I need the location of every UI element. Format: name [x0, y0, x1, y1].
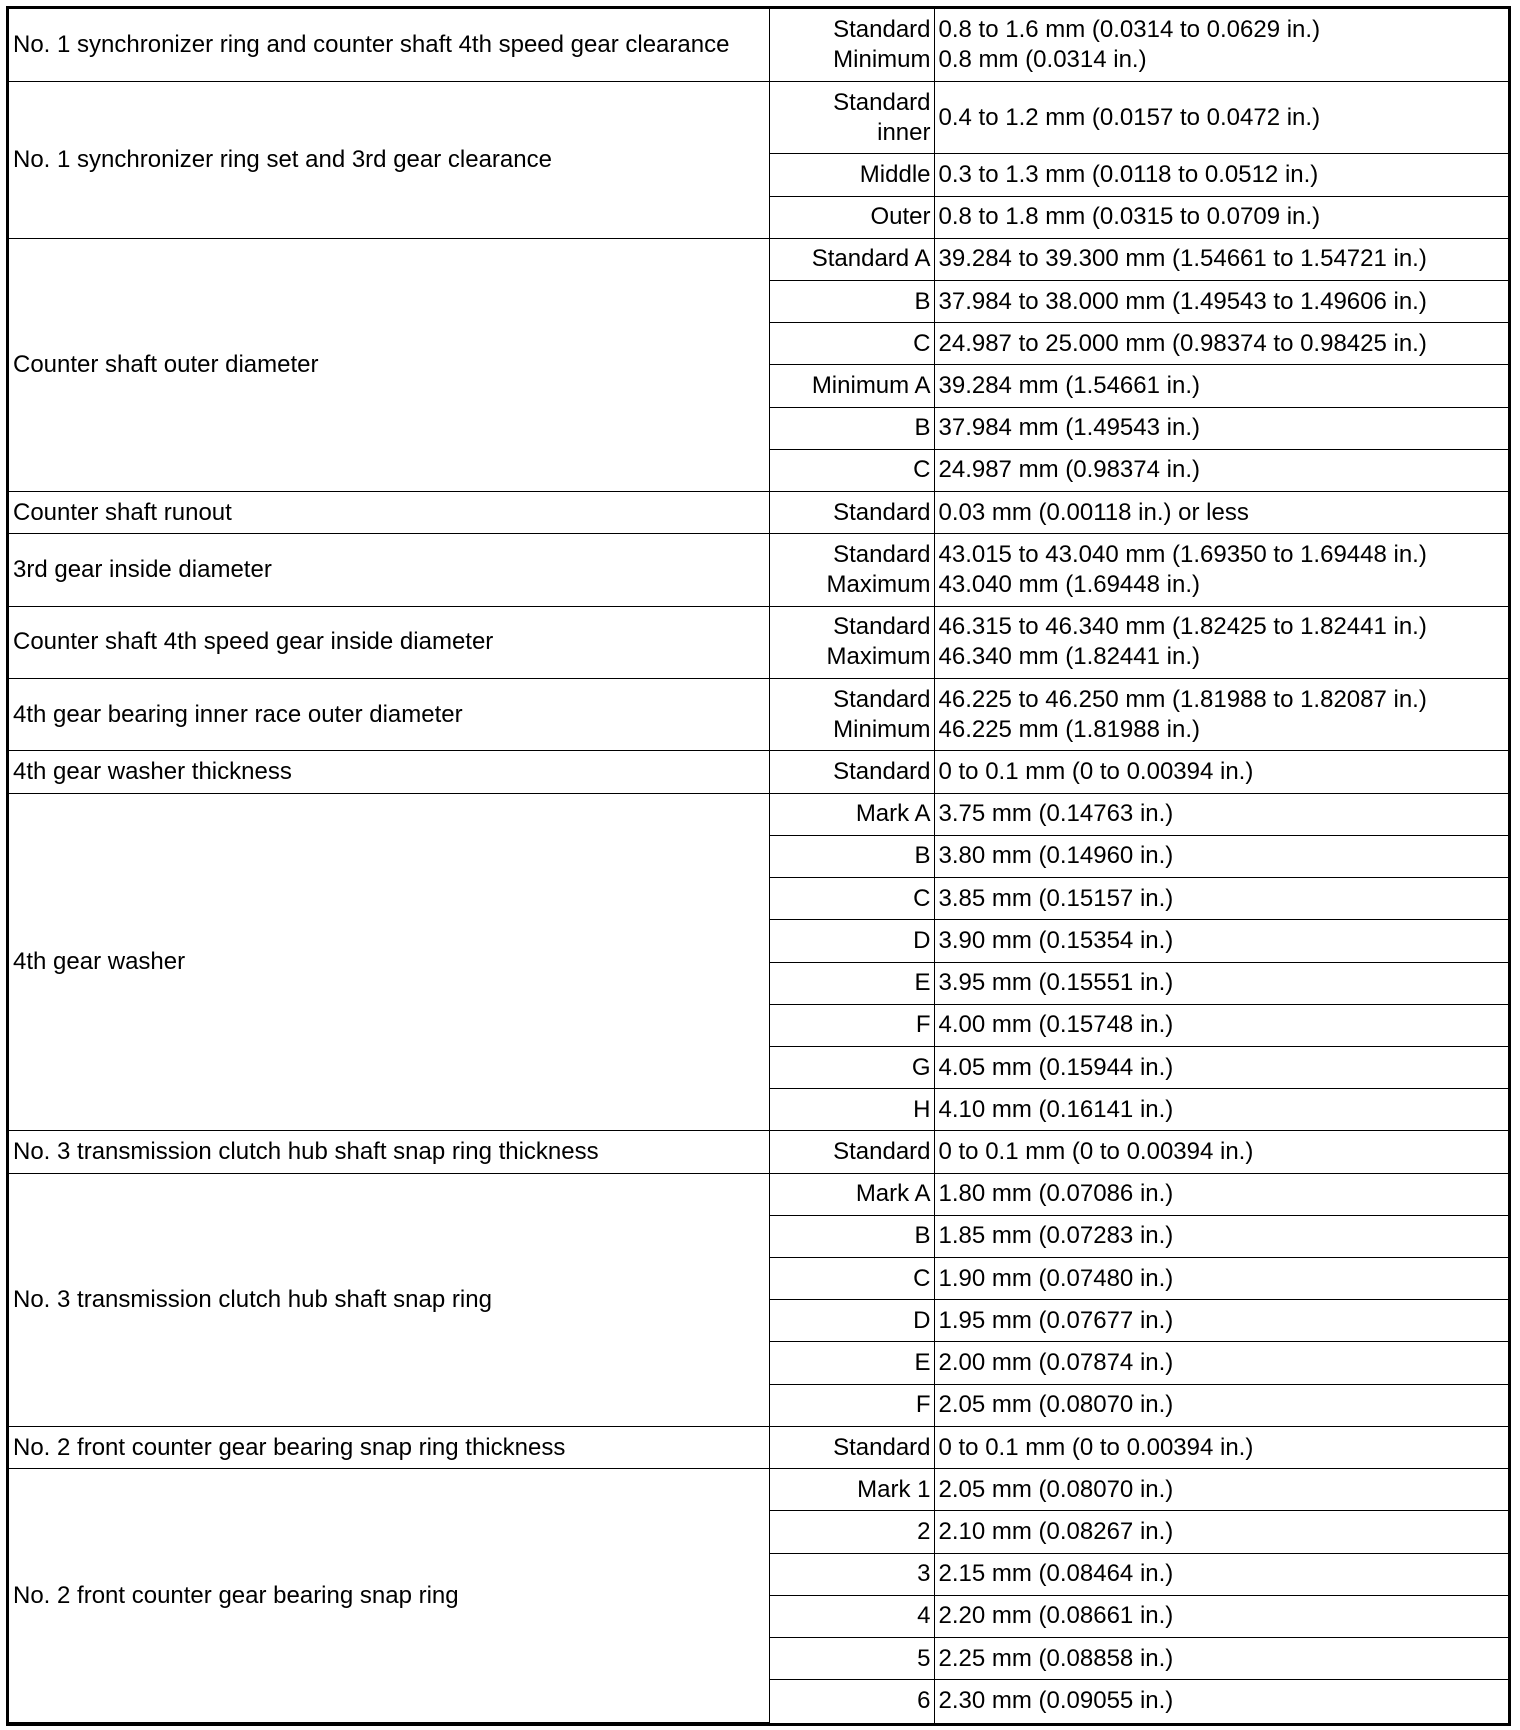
table-row: [9, 534, 1508, 606]
spec-value: 0.03 mm (0.00118 in.) or less: [938, 498, 1249, 526]
spec-label: Mark A: [855, 800, 931, 828]
spec-value-cell: [934, 196, 1508, 238]
spec-label-cell: [769, 920, 934, 962]
spec-label: 5: [917, 1644, 931, 1672]
spec-value: 2.25 mm (0.08858 in.): [938, 1644, 1174, 1672]
spec-label: Mark 1: [857, 1475, 931, 1503]
spec-label-cell: [769, 835, 934, 877]
spec-value: 2.15 mm (0.08464 in.): [938, 1560, 1174, 1588]
spec-value: 4.10 mm (0.16141 in.): [938, 1095, 1174, 1123]
spec-label-cell: [769, 407, 934, 449]
spec-value-cell: [934, 1469, 1508, 1511]
spec-value: 2.00 mm (0.07874 in.): [938, 1349, 1174, 1377]
spec-label-cell: [769, 751, 934, 793]
spec-label: B: [914, 842, 931, 870]
spec-label-cell: [769, 1426, 934, 1468]
spec-label: B: [914, 414, 931, 442]
spec-value-cell: [934, 81, 1508, 153]
spec-value-cell: [934, 679, 1508, 751]
spec-label: Standard: [833, 88, 931, 116]
spec-label: E: [914, 1349, 931, 1377]
spec-value: 1.85 mm (0.07283 in.): [938, 1222, 1174, 1250]
spec-label-cell: [769, 1595, 934, 1637]
spec-label: Standard: [833, 613, 931, 641]
spec-item-name: Counter shaft 4th speed gear inside diameter: [9, 606, 769, 678]
spec-label: D: [913, 926, 931, 954]
spec-label-cell: [769, 81, 934, 153]
spec-label: Standard: [833, 15, 931, 43]
spec-value-cell: [934, 238, 1508, 280]
spec-value: 2.20 mm (0.08661 in.): [938, 1602, 1174, 1630]
spec-item-name: No. 3 transmission clutch hub shaft snap ring thickness: [9, 1131, 769, 1173]
spec-label: 2: [917, 1517, 931, 1545]
spec-value-cell: [934, 154, 1508, 196]
spec-label: Minimum: [833, 45, 931, 73]
spec-table-body: [9, 9, 1508, 1723]
spec-label-cell: [769, 606, 934, 678]
spec-label: D: [913, 1306, 931, 1334]
spec-label: B: [914, 1222, 931, 1250]
spec-label-cell: [769, 962, 934, 1004]
spec-value-cell: [934, 1595, 1508, 1637]
spec-label-cell: [769, 679, 934, 751]
spec-value: 0.4 to 1.2 mm (0.0157 to 0.0472 in.): [938, 103, 1321, 131]
spec-value: 37.984 to 38.000 mm (1.49543 to 1.49606 in.): [938, 287, 1427, 315]
spec-label-cell: [769, 154, 934, 196]
spec-value: 46.315 to 46.340 mm (1.82425 to 1.82441 in.): [938, 613, 1427, 641]
spec-value-cell: [934, 1131, 1508, 1173]
spec-label: Standard: [833, 498, 931, 526]
spec-item-name: No. 2 front counter gear bearing snap ring thickness: [9, 1426, 769, 1468]
spec-table: [9, 9, 1508, 1723]
spec-value-cell: [934, 1089, 1508, 1131]
spec-label: 3: [917, 1560, 931, 1588]
spec-label: F: [915, 1011, 931, 1039]
spec-label-cell: [769, 1300, 934, 1342]
spec-value-cell: [934, 1173, 1508, 1215]
table-row: [9, 606, 1508, 678]
spec-label: Maximum: [826, 643, 931, 671]
spec-value: 0 to 0.1 mm (0 to 0.00394 in.): [938, 1138, 1254, 1165]
spec-item-name: Counter shaft runout: [9, 492, 769, 534]
spec-label-cell: [769, 449, 934, 491]
spec-label: Standard: [833, 685, 931, 713]
spec-value: 2.05 mm (0.08070 in.): [938, 1391, 1174, 1419]
spec-label-cell: [769, 1046, 934, 1088]
spec-value-cell: [934, 323, 1508, 365]
spec-item-name: 4th gear washer: [9, 793, 769, 1131]
spec-value: 0.3 to 1.3 mm (0.0118 to 0.0512 in.): [938, 160, 1319, 188]
table-row: [9, 9, 1508, 81]
spec-label-cell: [769, 1638, 934, 1680]
spec-label: Outer: [870, 203, 931, 231]
spec-label: Standard: [833, 758, 931, 786]
spec-value-cell: [934, 1258, 1508, 1300]
spec-label-cell: [769, 1553, 934, 1595]
spec-value-cell: [934, 1384, 1508, 1426]
spec-label: 4: [917, 1602, 931, 1630]
spec-value: 0.8 to 1.6 mm (0.0314 to 0.0629 in.): [938, 15, 1321, 43]
spec-value-cell: [934, 793, 1508, 835]
table-row: [9, 492, 1508, 534]
spec-item-name: No. 1 synchronizer ring set and 3rd gear clearance: [9, 81, 769, 238]
spec-label: 6: [917, 1687, 931, 1715]
table-row: [9, 751, 1508, 793]
spec-item-name: No. 1 synchronizer ring and counter shaft 4th speed gear clearance: [9, 9, 769, 81]
spec-value: 1.90 mm (0.07480 in.): [938, 1264, 1174, 1292]
spec-label: inner: [877, 118, 931, 146]
spec-value: 0 to 0.1 mm (0 to 0.00394 in.): [938, 1433, 1254, 1461]
spec-value-cell: [934, 878, 1508, 920]
spec-value-cell: [934, 962, 1508, 1004]
spec-label-cell: [769, 196, 934, 238]
spec-value: 0 to 0.1 mm (0 to 0.00394 in.): [938, 758, 1254, 786]
spec-label-cell: [769, 1680, 934, 1723]
spec-label-cell: [769, 1511, 934, 1553]
spec-value-cell: [934, 407, 1508, 449]
spec-value: 43.040 mm (1.69448 in.): [938, 570, 1200, 598]
spec-value-cell: [934, 1342, 1508, 1384]
spec-value: 2.10 mm (0.08267 in.): [938, 1517, 1174, 1545]
spec-label: C: [913, 884, 931, 912]
table-row: [9, 1173, 1508, 1215]
spec-value-cell: [934, 1553, 1508, 1595]
spec-label: C: [913, 1264, 931, 1292]
spec-value-cell: [934, 835, 1508, 877]
spec-value-cell: [934, 534, 1508, 606]
spec-label-cell: [769, 1131, 934, 1173]
spec-value-cell: [934, 492, 1508, 534]
spec-value: 2.05 mm (0.08070 in.): [938, 1475, 1174, 1503]
spec-label-cell: [769, 9, 934, 81]
spec-value-cell: [934, 1300, 1508, 1342]
spec-value: 43.015 to 43.040 mm (1.69350 to 1.69448 in.): [938, 540, 1427, 568]
spec-label: Standard: [833, 1433, 931, 1461]
spec-label-cell: [769, 238, 934, 280]
spec-value-cell: [934, 1215, 1508, 1257]
spec-label-cell: [769, 1342, 934, 1384]
spec-label-cell: [769, 1258, 934, 1300]
spec-value: 3.85 mm (0.15157 in.): [938, 884, 1174, 912]
spec-label-cell: [769, 1469, 934, 1511]
spec-item-name: Counter shaft outer diameter: [9, 238, 769, 491]
spec-item-name: 4th gear washer thickness: [9, 751, 769, 793]
spec-label: Minimum A: [811, 371, 931, 399]
spec-value: 3.90 mm (0.15354 in.): [938, 926, 1174, 954]
spec-value: 1.95 mm (0.07677 in.): [938, 1306, 1174, 1334]
spec-label: C: [913, 329, 931, 357]
spec-value-cell: [934, 280, 1508, 322]
table-row: [9, 793, 1508, 835]
spec-label: Maximum: [826, 570, 931, 598]
spec-item-name: No. 2 front counter gear bearing snap ring: [9, 1469, 769, 1723]
table-row: [9, 679, 1508, 751]
spec-value-cell: [934, 1004, 1508, 1046]
spec-label: H: [913, 1095, 931, 1123]
spec-value-cell: [934, 751, 1508, 793]
spec-value: 3.80 mm (0.14960 in.): [938, 842, 1174, 870]
spec-label-cell: [769, 280, 934, 322]
spec-value: 0.8 mm (0.0314 in.): [938, 45, 1147, 73]
spec-value-cell: [934, 1511, 1508, 1553]
table-row: [9, 1426, 1508, 1468]
spec-item-name: 4th gear bearing inner race outer diameter: [9, 679, 769, 751]
spec-label: C: [913, 456, 931, 484]
spec-label: G: [911, 1053, 931, 1081]
spec-value: 3.95 mm (0.15551 in.): [938, 969, 1174, 997]
spec-value-cell: [934, 449, 1508, 491]
spec-value-cell: [934, 365, 1508, 407]
spec-value: 4.00 mm (0.15748 in.): [938, 1011, 1174, 1039]
table-row: [9, 1131, 1508, 1173]
spec-label: B: [914, 287, 931, 315]
spec-value: 4.05 mm (0.15944 in.): [938, 1053, 1174, 1081]
spec-label: Middle: [859, 160, 931, 188]
spec-value-cell: [934, 606, 1508, 678]
spec-value-cell: [934, 1638, 1508, 1680]
spec-item-name: No. 3 transmission clutch hub shaft snap ring: [9, 1173, 769, 1426]
spec-label-cell: [769, 1384, 934, 1426]
spec-value: 46.340 mm (1.82441 in.): [938, 643, 1200, 671]
table-row: [9, 238, 1508, 280]
table-row: [9, 1469, 1508, 1511]
spec-value: 0.8 to 1.8 mm (0.0315 to 0.0709 in.): [938, 203, 1321, 231]
spec-value: 1.80 mm (0.07086 in.): [938, 1180, 1174, 1208]
spec-label: E: [914, 969, 931, 997]
spec-label: Mark A: [855, 1180, 931, 1208]
spec-value: 46.225 mm (1.81988 in.): [938, 715, 1200, 743]
spec-sheet: [6, 6, 1511, 1726]
spec-label-cell: [769, 793, 934, 835]
spec-value: 3.75 mm (0.14763 in.): [938, 800, 1174, 828]
spec-value: 39.284 mm (1.54661 in.): [938, 371, 1200, 399]
spec-value-cell: [934, 1426, 1508, 1468]
spec-value: 39.284 to 39.300 mm (1.54661 to 1.54721 in.): [938, 245, 1427, 273]
table-row: [9, 81, 1508, 153]
spec-label-cell: [769, 1089, 934, 1131]
spec-value: 24.987 mm (0.98374 in.): [938, 456, 1200, 484]
spec-value: 46.225 to 46.250 mm (1.81988 to 1.82087 in.): [938, 685, 1427, 713]
spec-value-cell: [934, 920, 1508, 962]
spec-label-cell: [769, 878, 934, 920]
spec-value: 37.984 mm (1.49543 in.): [938, 414, 1200, 442]
spec-label: Standard A: [811, 245, 931, 273]
spec-label-cell: [769, 492, 934, 534]
spec-label: F: [915, 1391, 931, 1419]
spec-label: Standard: [833, 540, 931, 568]
spec-label-cell: [769, 1004, 934, 1046]
spec-value-cell: [934, 1680, 1508, 1723]
spec-value: 24.987 to 25.000 mm (0.98374 to 0.98425 in.): [938, 329, 1427, 357]
spec-label-cell: [769, 323, 934, 365]
spec-label: Standard: [833, 1138, 931, 1165]
spec-value-cell: [934, 1046, 1508, 1088]
spec-label: Minimum: [833, 715, 931, 743]
spec-label-cell: [769, 534, 934, 606]
spec-label-cell: [769, 1173, 934, 1215]
spec-value-cell: [934, 9, 1508, 81]
spec-label-cell: [769, 1215, 934, 1257]
spec-value: 2.30 mm (0.09055 in.): [938, 1687, 1174, 1715]
spec-label-cell: [769, 365, 934, 407]
spec-item-name: 3rd gear inside diameter: [9, 534, 769, 606]
